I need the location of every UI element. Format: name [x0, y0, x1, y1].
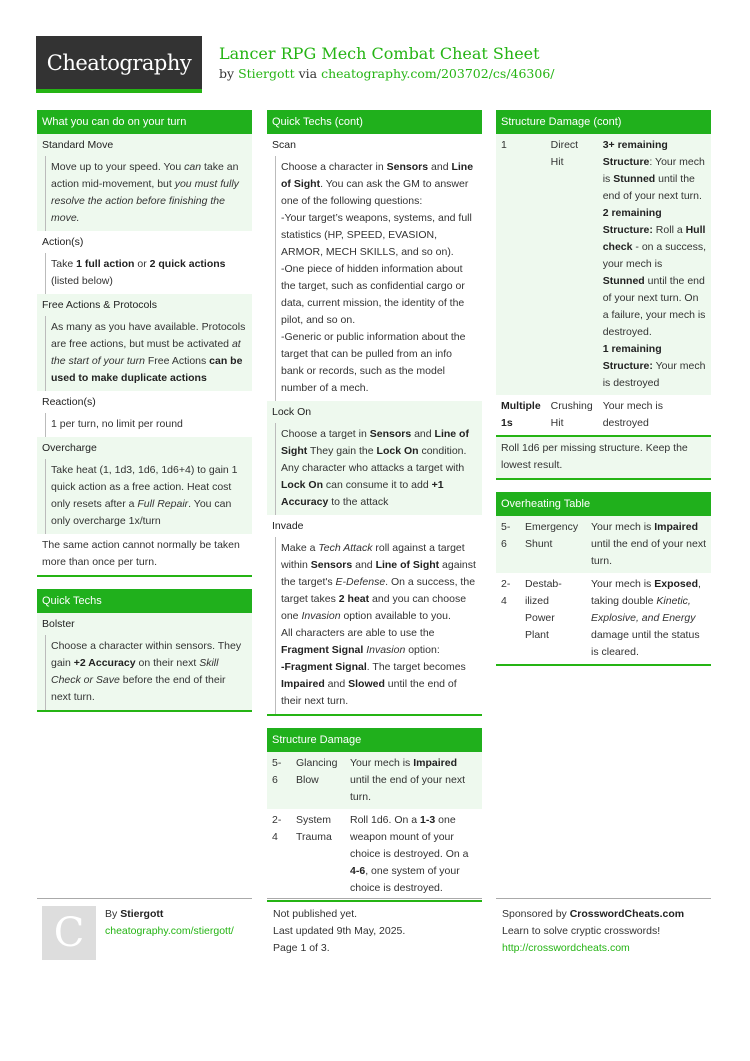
name-cell: Glancing Blow [296, 757, 338, 786]
reaction-text: 1 per turn, no limit per round [45, 413, 252, 437]
logo-text: Cheatography [46, 50, 192, 75]
footer-sponsor [502, 906, 684, 957]
bolster-text: Choose a character within sensors. They gain +2 Accuracy on their next Skill Check or Save before the end of their next turn. [45, 635, 252, 710]
lock-on-text: Choose a target in Sensors and Line of Sight They gain the Lock On condition. Any character who attacks a target with Lock On can consume it to add +1 Accuracy to the attack [275, 423, 482, 515]
roll-cell: 2-4 [272, 814, 282, 843]
roll-cell: 5-6 [501, 521, 511, 550]
name-cell: Direct Hit [550, 139, 579, 168]
name-cell: Crushing Hit [550, 400, 593, 429]
scan-text: Choose a character in Sensors and Line of Sight. You can ask the GM to answer one of the following questions: -Your target’s weapons, systems, and full statistics (HP, SPEED, EVASION, ARMOR, MECH SKILLS, and so on). -One piece of hidden information about the target, such as confidential cargo or data, current mission, the identity of the pilot, and so on. -Generic or public information about the target that can be pulled from an info bank or records, such as the model number of a mech. [275, 156, 482, 401]
overheating-table [496, 516, 711, 664]
roll-cell: 1 [501, 139, 507, 151]
sponsor-url-link[interactable]: http://crosswordcheats.com [502, 942, 630, 954]
name-cell: Emergency Shunt [525, 521, 579, 550]
published-status: Not published yet. [273, 908, 358, 920]
roll-cell: 2-4 [501, 578, 511, 607]
byline [219, 66, 555, 81]
table-row [267, 752, 482, 809]
scan-title: Scan [272, 139, 296, 151]
standard-move-text: Move up to your speed. You can take an action mid-movement, but you must fully resolve the action before finishing the move. [45, 156, 252, 231]
overcharge-text: Take heat (1, 1d3, 1d6, 1d6+4) to gain 1 quick action as a free action. Heat cost only resets after a Full Repair. You can only overcharge 1x/turn [45, 459, 252, 534]
quick-techs-section [37, 589, 252, 712]
bolster-title: Bolster [42, 618, 75, 630]
same-action-note: The same action cannot normally be taken more than once per turn. [42, 539, 240, 568]
author-name[interactable]: Stiergott [120, 908, 164, 920]
turn-section [37, 110, 252, 577]
footer-meta [273, 906, 405, 957]
section-header: Quick Techs (cont) [267, 110, 482, 134]
sheet-title: Lancer RPG Mech Combat Cheat Sheet [219, 44, 540, 63]
effect-cell: Roll 1d6. On a 1-3 one weapon mount of your choice is destroyed. On a 4-6, one system of your choice is destroyed. [350, 814, 469, 894]
roll-cell: Multiple 1s [501, 400, 541, 429]
structure-note: Roll 1d6 per missing structure. Keep the lowest result. [496, 435, 711, 478]
overheating-section [496, 492, 711, 666]
structure-table [267, 752, 482, 900]
column-2 [267, 110, 482, 914]
table-row [496, 573, 711, 664]
effect-cell: Your mech is Impaired until the end of your next turn. [350, 757, 465, 803]
quick-techs-cont-section [267, 110, 482, 716]
effect-cell: Your mech is Impaired until the end of your next turn. [591, 521, 706, 567]
invade-title: Invade [272, 520, 304, 532]
by-label: by [219, 66, 235, 81]
effect-cell: 3+ remaining Structure: Your mech is Stunned until the end of your next turn. 2 remaining Structure: Roll a Hull check - on a success, your mech is Stunned until the end of your next turn. On a failure, your mech is destroyed. 1 remaining Structure: Your mech is destroyed [602, 139, 707, 389]
last-updated: Last updated 9th May, 2025. [273, 925, 406, 937]
action-text: Take 1 full action or 2 quick actions (listed below) [45, 253, 252, 294]
by-label: By [105, 908, 118, 920]
sponsor-name[interactable]: CrosswordCheats.com [569, 908, 685, 920]
structure-damage-section [267, 728, 482, 902]
section-header: Overheating Table [496, 492, 711, 516]
author-avatar[interactable]: C [42, 906, 96, 960]
effect-cell: Your mech is destroyed [602, 400, 664, 429]
table-row [496, 395, 711, 435]
author-link[interactable]: Stiergott [238, 66, 295, 81]
sponsored-label: Sponsored by [502, 908, 567, 920]
page-number: Page 1 of 3. [273, 942, 330, 954]
author-url-link[interactable]: cheatography.com/stiergott/ [105, 925, 234, 937]
structure-damage-cont-section [496, 110, 711, 480]
invade-text: Make a Tech Attack roll against a target within Sensors and Line of Sight against the target's E-Defense. On a success, the target takes 2 heat and you can choose one Invasion option available to you. All characters are able to use the Fragment Signal Invasion option: -Fragment Signal. The target becomes Impaired and Slowed until the end of their next turn. [275, 537, 482, 714]
cheatography-logo[interactable] [36, 36, 202, 93]
effect-cell: Your mech is Exposed, taking double Kinetic, Explosive, and Energy damage until the status is cleared. [591, 578, 701, 658]
name-cell: System Trauma [296, 814, 332, 843]
section-header: What you can do on your turn [37, 110, 252, 134]
column-3 [496, 110, 711, 678]
sheet-url-link[interactable]: cheatography.com/203702/cs/46306/ [321, 66, 555, 81]
section-header: Structure Damage (cont) [496, 110, 711, 134]
footer-divider [37, 898, 252, 899]
table-row [496, 134, 711, 395]
action-title: Action(s) [42, 236, 84, 248]
reaction-title: Reaction(s) [42, 396, 96, 408]
via-label: via [298, 66, 318, 81]
column-1 [37, 110, 252, 724]
name-cell: Destabilized Power Plant [525, 578, 562, 641]
table-row [496, 516, 711, 573]
lock-on-title: Lock On [272, 406, 312, 418]
table-row [267, 809, 482, 900]
sponsor-tagline: Learn to solve cryptic crosswords! [502, 925, 661, 937]
free-actions-title: Free Actions & Protocols [42, 299, 157, 311]
footer-divider [496, 898, 711, 899]
standard-move-title: Standard Move [42, 139, 114, 151]
footer-divider [267, 898, 482, 899]
section-header: Structure Damage [267, 728, 482, 752]
overcharge-title: Overcharge [42, 442, 97, 454]
section-header: Quick Techs [37, 589, 252, 613]
free-actions-text: As many as you have available. Protocols are free actions, but must be activated at the start of your turn Free Actions can be used to make duplicate actions [45, 316, 252, 391]
roll-cell: 5-6 [272, 757, 282, 786]
footer-author [105, 906, 234, 940]
structure-cont-table [496, 134, 711, 435]
